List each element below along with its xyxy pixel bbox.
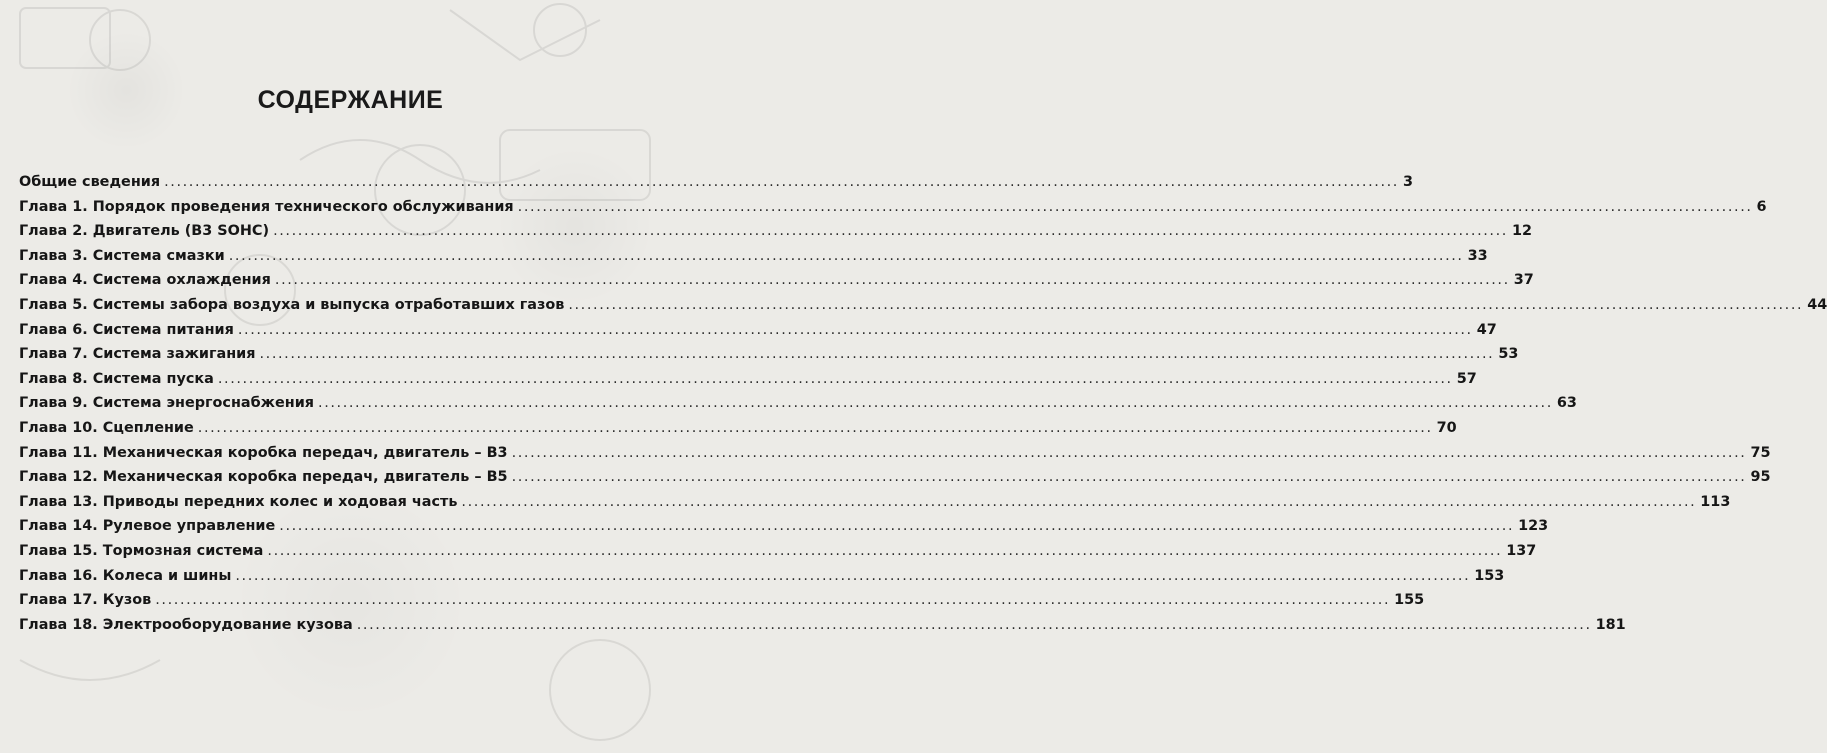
toc-entry-page: 95 bbox=[1750, 469, 1771, 486]
toc-entry[interactable] bbox=[19, 395, 1577, 420]
toc-entry-page: 37 bbox=[1513, 272, 1534, 289]
toc-entry[interactable] bbox=[19, 592, 1425, 617]
toc-entry[interactable] bbox=[19, 346, 1519, 371]
toc-entry-title: Глава 11. Механическая коробка передач, двигатель – B3 bbox=[19, 444, 508, 461]
toc-entry-title: Глава 5. Системы забора воздуха и выпуска отработавших газов bbox=[19, 296, 565, 313]
toc-entry-page: 12 bbox=[1511, 223, 1532, 240]
toc-entry-title: Глава 10. Сцепление bbox=[19, 419, 194, 436]
toc-leader-dots: ........................................................................................................................................................................................................ bbox=[517, 198, 1753, 215]
toc-entry-page: 155 bbox=[1394, 592, 1425, 609]
toc-entry[interactable] bbox=[19, 296, 1827, 322]
toc-entry-title: Глава 14. Рулевое управление bbox=[19, 518, 276, 535]
toc-entry-page: 137 bbox=[1506, 542, 1537, 559]
toc-entry-page: 6 bbox=[1756, 198, 1767, 215]
toc-entry-title: Глава 13. Приводы передних колес и ходовая часть bbox=[19, 493, 458, 510]
toc-entry[interactable] bbox=[19, 493, 1731, 519]
toc-entry-title: Глава 16. Колеса и шины bbox=[19, 567, 232, 584]
toc-entry[interactable] bbox=[19, 469, 1771, 494]
toc-entry-page: 113 bbox=[1700, 493, 1731, 510]
toc-entry-title: Глава 1. Порядок проведения технического обслуживания bbox=[19, 198, 514, 215]
toc-leader-dots: ........................................................................................................................................................................................................ bbox=[279, 518, 1515, 535]
toc-entry[interactable] bbox=[19, 370, 1477, 396]
toc-entry-title: Глава 8. Система пуска bbox=[19, 370, 214, 387]
toc-entry-page: 33 bbox=[1467, 247, 1488, 264]
toc-entry[interactable] bbox=[19, 444, 1771, 470]
toc-leader-dots: ........................................................................................................................................................................................................ bbox=[228, 247, 1464, 264]
toc-leader-dots: ........................................................................................................................................................................................................ bbox=[217, 370, 1453, 387]
toc-entry[interactable] bbox=[19, 174, 1413, 199]
toc-entry-page: 57 bbox=[1456, 370, 1477, 387]
toc-entry-title: Глава 17. Кузов bbox=[19, 592, 152, 609]
toc-entry-title: Глава 18. Электрооборудование кузова bbox=[19, 616, 353, 633]
toc-entry[interactable] bbox=[19, 223, 1532, 248]
toc-leader-dots: ........................................................................................................................................................................................................ bbox=[568, 296, 1804, 313]
toc-entry-title: Глава 12. Механическая коробка передач, двигатель – B5 bbox=[19, 469, 508, 486]
toc-entry-title: Глава 6. Система питания bbox=[19, 321, 234, 338]
toc-entry-page: 70 bbox=[1436, 419, 1457, 436]
toc-leader-dots: ........................................................................................................................................................................................................ bbox=[197, 419, 1433, 436]
toc-entry-page: 47 bbox=[1476, 321, 1497, 338]
toc-entry[interactable] bbox=[19, 518, 1549, 543]
toc-leader-dots: ........................................................................................................................................................................................................ bbox=[273, 223, 1508, 240]
toc-leader-dots: ........................................................................................................................................................................................................ bbox=[461, 493, 1697, 510]
toc-entry-page: 75 bbox=[1750, 444, 1771, 461]
toc-leader-dots: ........................................................................................................................................................................................................ bbox=[318, 395, 1553, 412]
page-title: СОДЕРЖАНИЕ bbox=[257, 86, 444, 114]
toc-entry-page: 3 bbox=[1402, 174, 1413, 190]
toc-entry[interactable] bbox=[19, 247, 1488, 273]
toc-entry[interactable] bbox=[19, 567, 1505, 593]
toc-entry-page: 181 bbox=[1595, 616, 1626, 633]
toc-leader-dots: ........................................................................................................................................................................................................ bbox=[235, 567, 1471, 584]
toc-leader-dots: ........................................................................................................................................................................................................ bbox=[511, 469, 1747, 486]
toc-entry[interactable] bbox=[19, 272, 1534, 297]
toc-leader-dots: ........................................................................................................................................................................................................ bbox=[267, 542, 1503, 559]
toc-leader-dots: ........................................................................................................................................................................................................ bbox=[155, 592, 1391, 609]
toc-entry-title: Общие сведения bbox=[19, 174, 161, 190]
toc-entry-title: Глава 3. Система смазки bbox=[19, 247, 225, 264]
toc-entry[interactable] bbox=[19, 616, 1626, 642]
toc-entry-page: 53 bbox=[1498, 346, 1519, 363]
table-of-contents bbox=[19, 174, 1827, 641]
toc-leader-dots: ........................................................................................................................................................................................................ bbox=[511, 444, 1747, 461]
toc-entry-title: Глава 2. Двигатель (B3 SOHC) bbox=[19, 223, 270, 240]
toc-entry-page: 123 bbox=[1518, 518, 1549, 535]
toc-leader-dots: ........................................................................................................................................................................................................ bbox=[259, 346, 1495, 363]
toc-leader-dots: ........................................................................................................................................................................................................ bbox=[164, 174, 1399, 190]
toc-entry-title: Глава 4. Система охлаждения bbox=[19, 272, 271, 289]
toc-entry-page: 44 bbox=[1807, 296, 1827, 313]
toc-entry[interactable] bbox=[19, 542, 1537, 568]
toc-entry[interactable] bbox=[19, 198, 1767, 224]
toc-leader-dots: ........................................................................................................................................................................................................ bbox=[237, 321, 1473, 338]
toc-entry-title: Глава 9. Система энергоснабжения bbox=[19, 395, 315, 412]
toc-entry-title: Глава 7. Система зажигания bbox=[19, 346, 256, 363]
toc-leader-dots: ........................................................................................................................................................................................................ bbox=[356, 616, 1592, 633]
toc-entry[interactable] bbox=[19, 321, 1497, 347]
toc-entry[interactable] bbox=[19, 419, 1457, 445]
toc-entry-page: 153 bbox=[1474, 567, 1505, 584]
toc-entry-title: Глава 15. Тормозная система bbox=[19, 542, 264, 559]
toc-leader-dots: ........................................................................................................................................................................................................ bbox=[274, 272, 1510, 289]
toc-entry-page: 63 bbox=[1556, 395, 1577, 412]
